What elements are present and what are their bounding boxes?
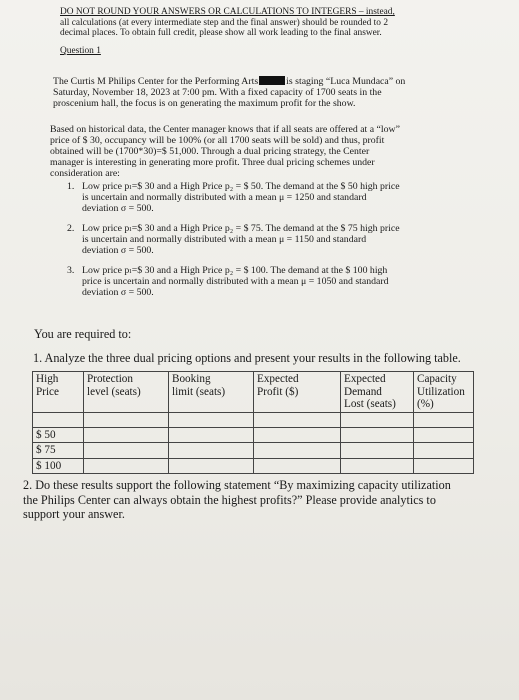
background-line-2: price of $ 30, occupancy will be 100% (or all 1700 seats will be sold) and thus, profit [50,135,385,146]
paragraph-intro [53,76,503,109]
table-cell[interactable] [84,427,169,443]
table-cell[interactable] [169,427,254,443]
pricing-options-list [67,181,507,316]
col-expected-profit: Expected Profit ($) [254,372,341,413]
header-line-3-text: decimal places. To obtain full credit, please show all work leading to the final answer. [60,28,382,38]
col-capacity-utilization: Capacity Utilization (%) [414,372,474,413]
background-line-3: obtained will be (1700*30)=$ 51,000. Through a dual pricing strategy, the Center [50,146,370,157]
table-cell[interactable] [341,443,414,459]
paragraph-background [50,124,505,179]
table-cell-price: $ 100 [33,458,84,474]
header-line-2: all calculations (at every intermediate step and the final answer) should be rounded to 2 [60,17,389,28]
option-2-number: 2. [67,223,75,234]
question-title: Question 1 [60,46,101,56]
task-2-line-3: support your answer. [23,507,125,521]
results-table [32,371,474,474]
table-cell[interactable] [169,458,254,474]
table-header-row [33,372,474,413]
background-line-4: manager is interesting in generating more profit. Three dual pricing schemes under [50,157,375,168]
table-row-empty-spacer [33,412,474,427]
table-cell[interactable] [254,443,341,459]
option-2-line-2: is uncertain and normally distributed with a mean μ = 1150 and standard [82,234,367,245]
option-1-line-1: Low price pₗ=$ 30 and a High Price p₂ = $ 50. The demand at the $ 50 high price [82,181,400,192]
background-line-5: consideration are: [50,168,120,179]
header-line-1-text: DO NOT ROUND YOUR ANSWERS OR CALCULATIONS TO INTEGERS – instead, [60,7,395,17]
redaction-block [259,76,285,85]
option-1-number: 1. [67,181,75,192]
task-2-line-1: 2. Do these results support the following statement “By maximizing capacity utilization [23,478,451,492]
col-high-price: High Price [33,372,84,413]
option-3-line-3: deviation σ = 500. [82,287,154,298]
table-cell[interactable] [254,458,341,474]
intro-line-2: Saturday, November 18, 2023 at 7:00 pm. With a fixed capacity of 1700 seats in the [53,87,382,98]
table-cell[interactable] [341,427,414,443]
option-2-line-3: deviation σ = 500. [82,245,154,256]
option-3-line-1: Low price pₗ=$ 30 and a High Price p₂ = $ 100. The demand at the $ 100 high [82,265,388,276]
option-3-line-2: price is uncertain and normally distributed with a mean μ = 1050 and standard [82,276,389,287]
instructions-header [60,7,515,39]
background-line-1: Based on historical data, the Center manager knows that if all seats are offered at a “low” [50,124,400,135]
table-cell[interactable] [414,458,474,474]
table-row [33,443,474,459]
task-2-text [23,478,519,522]
intro-line-3: proscenium hall, the focus is on generating the maximum profit for the show. [53,98,356,109]
option-2-line-1: Low price pₗ=$ 30 and a High Price p₂ = $ 75. The demand at the $ 75 high price [82,223,400,234]
col-booking-limit: Booking limit (seats) [169,372,254,413]
table-cell[interactable] [414,443,474,459]
required-label: You are required to: [34,327,132,341]
intro-line-1 [53,76,503,87]
table-row [33,458,474,474]
table-cell[interactable] [169,443,254,459]
col-expected-demand-lost: Expected Demand Lost (seats) [341,372,414,413]
table-row [33,427,474,443]
col-protection-level: Protection level (seats) [84,372,169,413]
header-line-3 [60,28,515,39]
table-cell-price: $ 50 [33,427,84,443]
intro-line-1a: The Curtis M Philips Center for the Performing Arts [53,76,259,87]
header-line-1 [60,7,515,18]
table-cell[interactable] [414,427,474,443]
table-cell[interactable] [254,427,341,443]
option-1-line-2: is uncertain and normally distributed with a mean μ = 1250 and standard [82,192,367,203]
table-cell-price: $ 75 [33,443,84,459]
intro-line-1b: is staging “Luca Mundaca” on [286,76,406,87]
table-cell[interactable] [84,458,169,474]
table-cell[interactable] [341,458,414,474]
task-1-text: 1. Analyze the three dual pricing options and present your results in the following table. [33,351,461,365]
option-1-line-3: deviation σ = 500. [82,203,154,214]
task-2-line-2: the Philips Center can always obtain the highest profits?” Please provide analytics to [23,492,436,507]
table-cell[interactable] [84,443,169,459]
option-3-number: 3. [67,265,75,276]
